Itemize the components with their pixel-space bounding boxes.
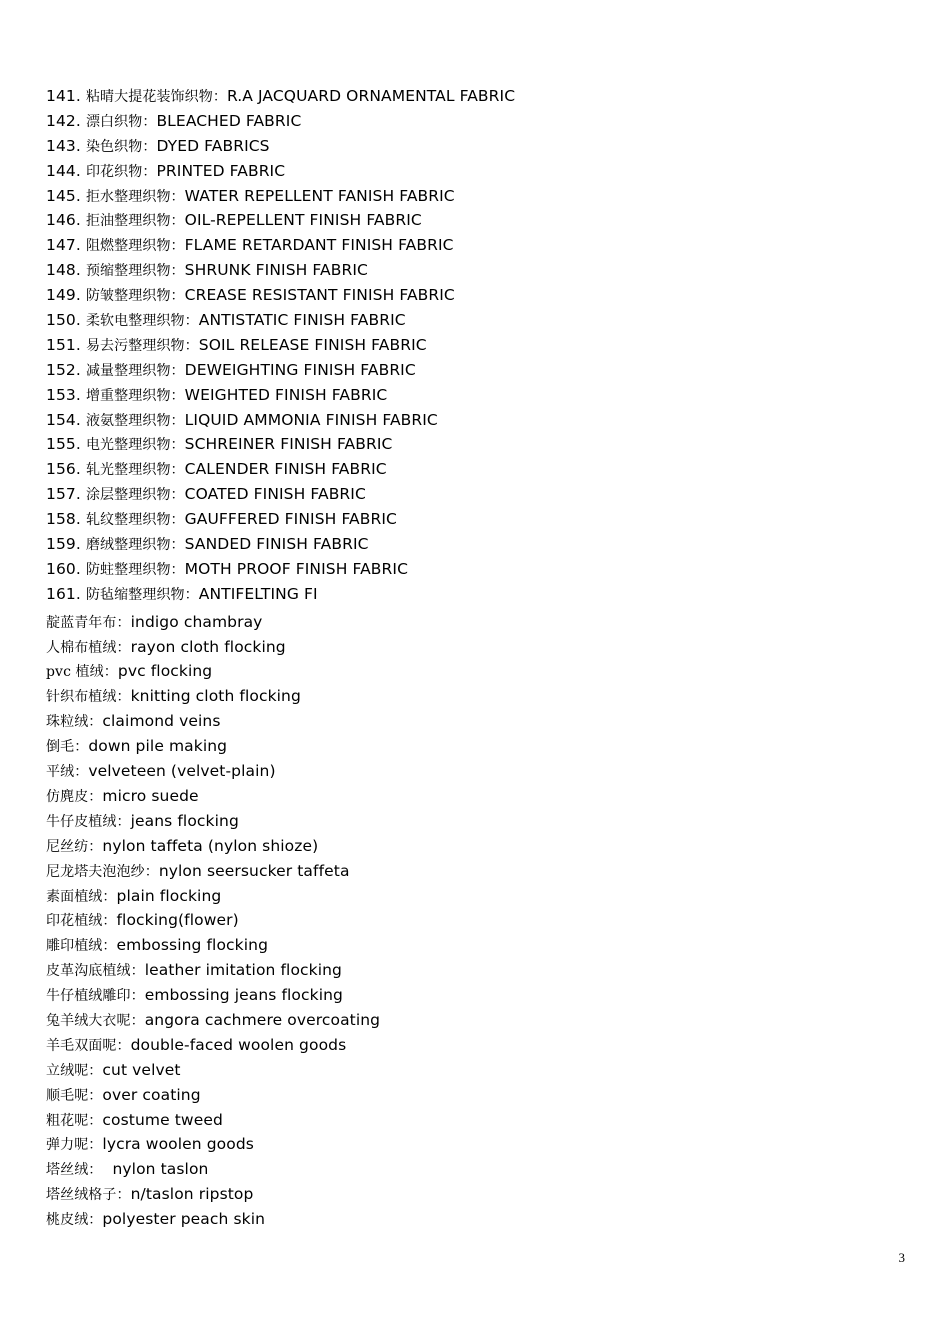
glossary-entry (46, 258, 906, 283)
entry-chinese-term: 羊毛双面呢： (46, 1037, 131, 1054)
glossary-entry (46, 557, 906, 582)
entry-english-term: CREASE RESISTANT FINISH FABRIC (184, 286, 455, 305)
entry-english-term: nylon seersucker taffeta (158, 861, 350, 880)
glossary-entry (46, 859, 906, 884)
entry-chinese-term: 平绒： (46, 764, 89, 781)
glossary-entry (46, 283, 906, 308)
entry-english-term: R.A JACQUARD ORNAMENTAL FABRIC (226, 87, 516, 105)
entry-english-term: lycra woolen goods (102, 1135, 254, 1154)
glossary-entry (46, 408, 906, 433)
entry-number: 154. (46, 410, 81, 429)
entry-english-term: knitting cloth flocking (130, 687, 301, 706)
entry-number: 148. (46, 261, 81, 280)
entry-chinese-term: 防皱整理织物： (85, 288, 185, 305)
entry-chinese-term: 液氨整理织物： (85, 412, 185, 429)
entry-chinese-term: 印花织物： (85, 163, 157, 180)
entry-chinese-term: 顺毛呢： (46, 1087, 103, 1104)
entry-english-term: DYED FABRICS (156, 136, 270, 155)
entry-english-term: BLEACHED FABRIC (156, 111, 302, 130)
glossary-entry (46, 809, 906, 834)
entry-english-term: SCHREINER FINISH FABRIC (184, 435, 393, 454)
glossary-entry (46, 635, 906, 660)
entry-chinese-term: 雕印植绒： (46, 938, 117, 955)
entry-english-term: plain flocking (116, 886, 222, 905)
entry-number: 158. (46, 510, 81, 529)
entry-english-term: rayon cloth flocking (130, 637, 286, 656)
entry-english-term: nylon taffeta (nylon shioze) (102, 836, 319, 855)
entry-english-term: COATED FINISH FABRIC (184, 485, 366, 504)
glossary-entry (46, 457, 906, 482)
entry-chinese-term: 易去污整理织物： (85, 337, 199, 354)
entry-english-term: ANTISTATIC FINISH FABRIC (198, 311, 406, 330)
entry-english-term: indigo chambray (130, 612, 263, 631)
entry-chinese-term: 弹力呢： (46, 1137, 103, 1154)
glossary-entry (46, 884, 906, 909)
glossary-entry (46, 308, 906, 333)
entry-chinese-term: 增重整理织物： (85, 387, 185, 404)
entry-chinese-term: 漂白织物： (85, 113, 157, 130)
entry-chinese-term: 阻燃整理织物： (85, 238, 185, 255)
entry-chinese-term: 涂层整理织物： (85, 487, 185, 504)
entry-english-term: CALENDER FINISH FABRIC (184, 460, 387, 479)
entry-english-term: embossing jeans flocking (144, 986, 343, 1005)
entry-english-term: velveteen (velvet-plain) (88, 762, 276, 781)
glossary-entry (46, 383, 906, 408)
entry-chinese-term: 桃皮绒： (46, 1212, 103, 1229)
plain-entries (46, 610, 906, 1232)
glossary-entry (46, 834, 906, 859)
entry-chinese-term: 塔丝绒： (46, 1162, 103, 1179)
glossary-entry (46, 208, 906, 233)
entry-chinese-term: 尼丝纺： (46, 838, 103, 855)
entry-chinese-term: 磨绒整理织物： (85, 537, 185, 554)
entry-chinese-term: 靛蓝青年布： (46, 614, 131, 631)
entry-number: 157. (46, 485, 81, 504)
numbered-entries (46, 84, 906, 607)
entry-number: 142. (46, 111, 81, 130)
entry-english-term: MOTH PROOF FINISH FABRIC (184, 559, 409, 578)
entry-number: 146. (46, 211, 81, 230)
entry-number: 151. (46, 335, 81, 354)
entry-english-term: WATER REPELLENT FANISH FABRIC (184, 186, 455, 205)
glossary-entry (46, 482, 906, 507)
entry-number: 155. (46, 435, 81, 454)
glossary-entry (46, 134, 906, 159)
glossary-entry (46, 684, 906, 709)
glossary-entry (46, 709, 906, 734)
entry-english-term: n/taslon ripstop (130, 1185, 254, 1204)
glossary-entry (46, 908, 906, 933)
entry-english-term: flocking(flower) (116, 911, 239, 930)
entry-chinese-term: 粘晴大提花装饰织物： (85, 89, 227, 105)
entry-chinese-term: 拒水整理织物： (85, 188, 185, 205)
entry-english-term: ANTIFELTING FI (198, 584, 318, 603)
entry-english-term: DEWEIGHTING FINISH FABRIC (184, 360, 416, 379)
glossary-entry (46, 734, 906, 759)
glossary-entry (46, 184, 906, 209)
entry-english-term: jeans flocking (130, 811, 239, 830)
entry-english-term: OIL-REPELLENT FINISH FABRIC (184, 211, 422, 230)
glossary-entry (46, 1207, 906, 1232)
entry-number: 160. (46, 559, 81, 578)
glossary-entry (46, 84, 906, 109)
entry-number: 141. (46, 87, 81, 105)
glossary-entry (46, 358, 906, 383)
entry-chinese-term: 牛仔植绒雕印： (46, 988, 145, 1005)
entry-english-term: down pile making (88, 737, 228, 756)
entry-english-term: claimond veins (102, 712, 221, 731)
glossary-entry (46, 958, 906, 983)
glossary-entry (46, 159, 906, 184)
glossary-entry (46, 532, 906, 557)
entry-english-term: over coating (102, 1085, 201, 1104)
entry-chinese-term: 尼龙塔夫泡泡纱： (46, 863, 159, 880)
entry-chinese-term: 染色织物： (85, 138, 157, 155)
entry-chinese-term: 珠粒绒： (46, 714, 103, 731)
entry-chinese-term: 轧纹整理织物： (85, 512, 185, 529)
entry-chinese-term: 人棉布植绒： (46, 639, 131, 656)
glossary-entry (46, 1058, 906, 1083)
entry-chinese-term: 防蛀整理织物： (85, 561, 185, 578)
entry-chinese-term: 柔软电整理织物： (85, 313, 199, 330)
entry-chinese-term: 粗花呢： (46, 1112, 103, 1129)
entry-english-term: PRINTED FABRIC (156, 161, 286, 180)
glossary-entry (46, 1033, 906, 1058)
entry-number: 153. (46, 385, 81, 404)
entry-english-term: double-faced woolen goods (130, 1035, 347, 1054)
entry-number: 143. (46, 136, 81, 155)
entry-chinese-term: 预缩整理织物： (85, 263, 185, 280)
entry-chinese-term: 仿麂皮： (46, 788, 103, 805)
glossary-entry (46, 1083, 906, 1108)
entry-english-term: FLAME RETARDANT FINISH FABRIC (184, 236, 454, 255)
glossary-entry (46, 1108, 906, 1133)
entry-english-term: angora cachmere overcoating (144, 1010, 381, 1029)
entry-number: 145. (46, 186, 81, 205)
entry-chinese-term: 倒毛： (46, 739, 89, 756)
entry-number: 159. (46, 535, 81, 554)
entry-english-term: leather imitation flocking (144, 961, 342, 980)
entry-chinese-term: 拒油整理织物： (85, 213, 185, 230)
glossary-entry (46, 1157, 906, 1182)
entry-chinese-term: 素面植绒： (46, 888, 117, 905)
entry-chinese-term: 电光整理织物： (85, 437, 185, 454)
entry-chinese-term: 防毡缩整理织物： (85, 586, 199, 603)
glossary-entry (46, 610, 906, 635)
glossary-entry (46, 983, 906, 1008)
entry-chinese-term: 印花植绒： (46, 913, 117, 930)
glossary-entry (46, 233, 906, 258)
entry-chinese-term: 塔丝绒格子： (46, 1187, 131, 1204)
entry-chinese-term: 针织布植绒： (46, 689, 131, 706)
entry-english-term: GAUFFERED FINISH FABRIC (184, 510, 397, 529)
entry-chinese-term: 皮革沟底植绒： (46, 963, 145, 980)
entry-english-term: WEIGHTED FINISH FABRIC (184, 385, 388, 404)
entry-number: 156. (46, 460, 81, 479)
glossary-entry (46, 1182, 906, 1207)
glossary-entry (46, 659, 906, 684)
entry-english-term: cut velvet (102, 1060, 181, 1079)
entry-english-term: embossing flocking (116, 936, 269, 955)
glossary-list (46, 84, 906, 1232)
entry-chinese-term: 立绒呢： (46, 1062, 103, 1079)
entry-english-term: LIQUID AMMONIA FINISH FABRIC (184, 410, 438, 429)
glossary-entry (46, 432, 906, 457)
glossary-entry (46, 582, 906, 607)
glossary-entry (46, 1008, 906, 1033)
glossary-entry (46, 759, 906, 784)
entry-chinese-term: 牛仔皮植绒： (46, 813, 131, 830)
entry-english-term: micro suede (102, 786, 199, 805)
glossary-entry (46, 1132, 906, 1157)
entry-english-term: SOIL RELEASE FINISH FABRIC (198, 335, 427, 354)
glossary-entry (46, 784, 906, 809)
entry-english-term: costume tweed (102, 1110, 223, 1129)
glossary-entry (46, 109, 906, 134)
entry-number: 147. (46, 236, 81, 255)
entry-english-term: nylon taslon (102, 1160, 209, 1179)
entry-english-term: pvc flocking (117, 662, 213, 681)
entry-english-term: polyester peach skin (102, 1210, 266, 1229)
entry-number: 152. (46, 360, 81, 379)
entry-chinese-term: 轧光整理织物： (85, 462, 185, 479)
entry-chinese-term: 减量整理织物： (85, 362, 185, 379)
entry-english-term: SANDED FINISH FABRIC (184, 535, 369, 554)
entry-number: 149. (46, 286, 81, 305)
glossary-entry (46, 933, 906, 958)
page-number: 3 (898, 1250, 905, 1265)
entry-english-term: SHRUNK FINISH FABRIC (184, 261, 368, 280)
glossary-entry (46, 507, 906, 532)
glossary-entry (46, 333, 906, 358)
entry-chinese-term: 兔羊绒大衣呢： (46, 1012, 145, 1029)
entry-number: 150. (46, 311, 81, 330)
entry-number: 161. (46, 584, 81, 603)
entry-number: 144. (46, 161, 81, 180)
entry-chinese-term: pvc 植绒： (46, 664, 118, 681)
